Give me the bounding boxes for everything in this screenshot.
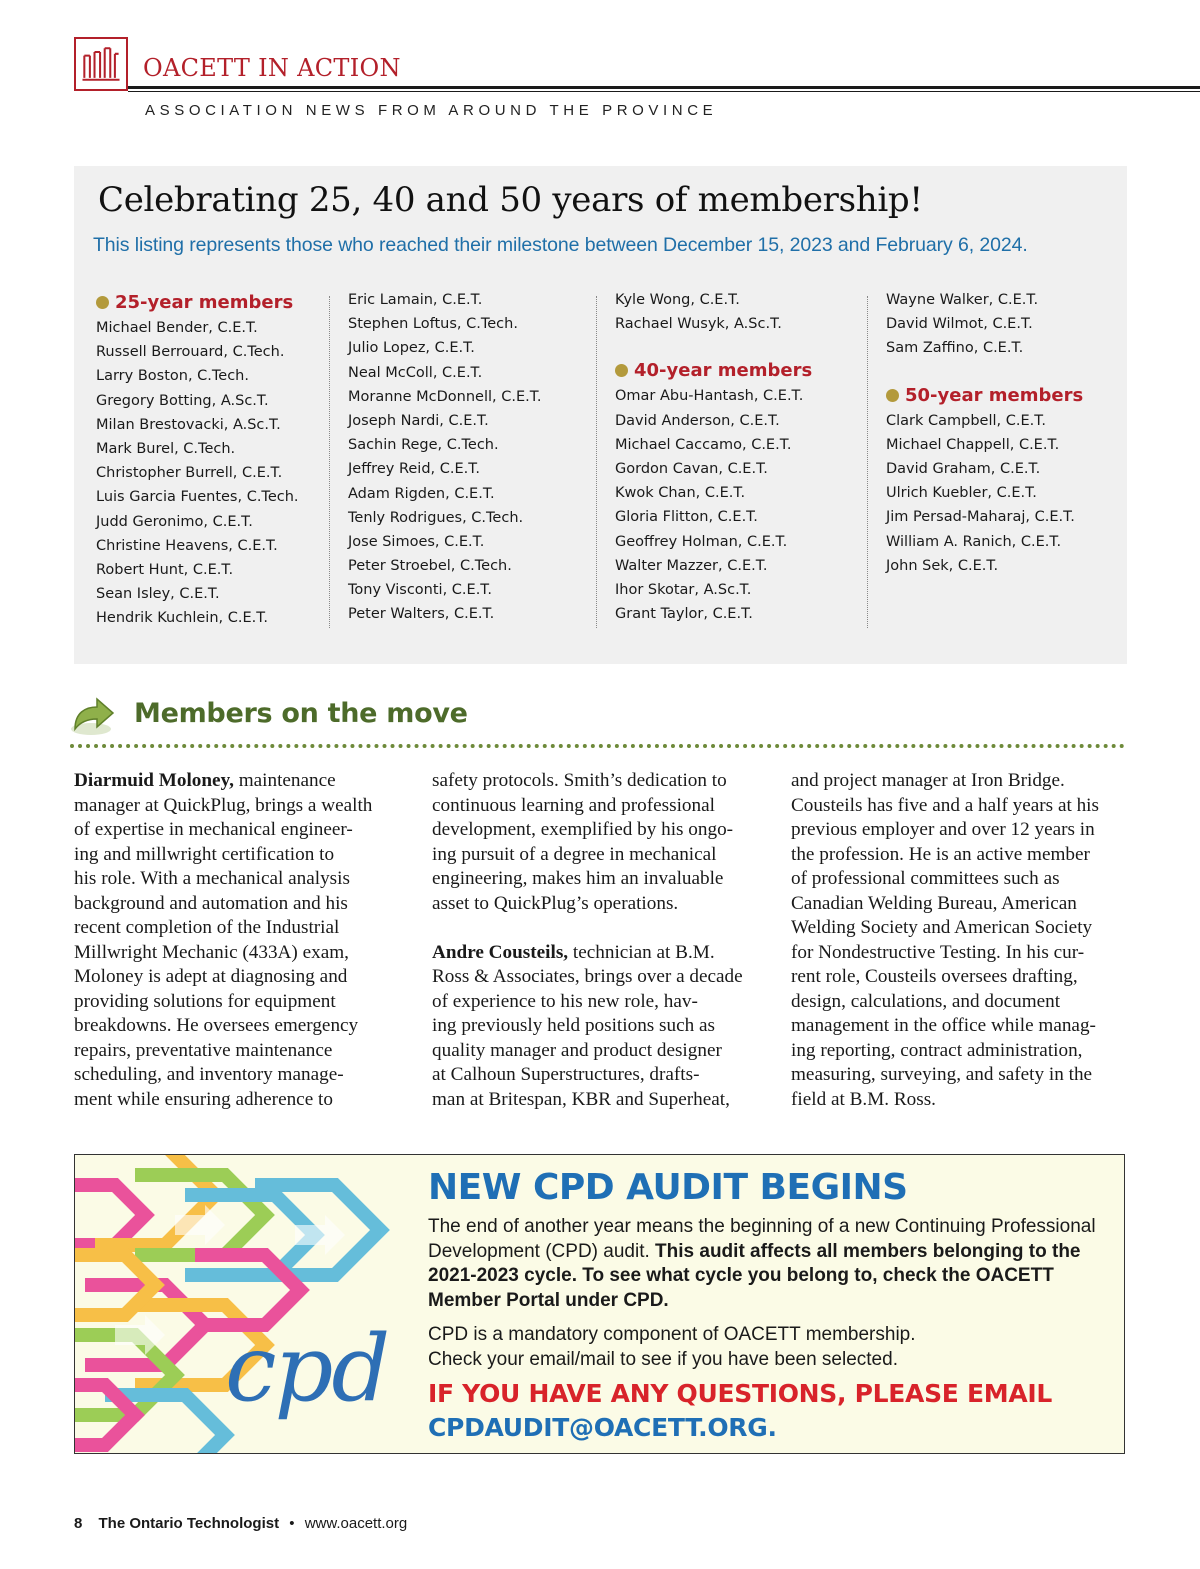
member-name: David Wilmot, C.E.T. bbox=[886, 316, 1033, 333]
cpd-paragraph-1 bbox=[428, 1215, 1108, 1313]
article-line: safety protocols. Smith’s dedication to bbox=[432, 770, 727, 791]
article-line: of experience to his new role, hav- bbox=[432, 990, 698, 1012]
member-name: David Anderson, C.E.T. bbox=[615, 412, 780, 429]
member-name: Milan Brestovacki, A.Sc.T. bbox=[96, 416, 281, 433]
member-name: Stephen Loftus, C.Tech. bbox=[348, 316, 518, 333]
article-line: at Calhoun Superstructures, drafts- bbox=[432, 1064, 700, 1085]
page-footer bbox=[74, 1515, 407, 1532]
member-name: Michael Chappell, C.E.T. bbox=[886, 436, 1060, 453]
member-name: Sam Zaffino, C.E.T. bbox=[886, 340, 1024, 357]
article-line: previous employer and over 12 years in bbox=[791, 819, 1095, 840]
article-line: man at Britespan, KBR and Superheat, bbox=[432, 1088, 730, 1110]
member-name: Sean Isley, C.E.T. bbox=[96, 586, 220, 603]
article-line: quality manager and product designer bbox=[432, 1039, 722, 1061]
article-line: development, exemplified by his ongo- bbox=[432, 819, 734, 840]
cpd-questions-text: IF YOU HAVE ANY QUESTIONS, PLEASE EMAIL bbox=[428, 1379, 1053, 1408]
article-line: repairs, preventative maintenance bbox=[74, 1039, 333, 1061]
article-line: of expertise in mechanical engineer- bbox=[74, 819, 353, 840]
member-name: Tony Visconti, C.E.T. bbox=[348, 582, 493, 599]
heading-50-year bbox=[886, 383, 1083, 409]
member-name: Robert Hunt, C.E.T. bbox=[96, 561, 234, 578]
heading-40-label: 40-year members bbox=[634, 360, 813, 382]
column-divider bbox=[596, 296, 597, 628]
article-line: recent completion of the Industrial bbox=[74, 917, 340, 938]
article-line: ing reporting, contract administration, bbox=[791, 1039, 1083, 1061]
bullet-dot-icon bbox=[615, 364, 628, 377]
article-line: manager at QuickPlug, brings a wealth bbox=[74, 794, 373, 816]
cpd-art-word: cpd bbox=[225, 1315, 389, 1422]
members-column-2 bbox=[348, 288, 541, 627]
article-line: providing solutions for equipment bbox=[74, 990, 336, 1012]
member-name: Luis Garcia Fuentes, C.Tech. bbox=[96, 489, 299, 506]
heading-25-year bbox=[96, 290, 299, 316]
article-column-2 bbox=[432, 769, 768, 1112]
member-name: Hendrik Kuchlein, C.E.T. bbox=[96, 610, 268, 627]
article-line: Millwright Mechanic (433A) exam, bbox=[74, 941, 349, 963]
header-rule-thin bbox=[128, 91, 1200, 92]
member-name: Larry Boston, C.Tech. bbox=[96, 368, 249, 385]
heading-40-year bbox=[615, 358, 812, 384]
column-divider bbox=[867, 296, 868, 628]
magazine-name: The Ontario Technologist bbox=[98, 1515, 280, 1532]
member-name: Moranne McDonnell, C.E.T. bbox=[348, 388, 542, 405]
bullet-dot-icon bbox=[96, 296, 109, 309]
article-line: engineering, makes him an invaluable bbox=[432, 868, 724, 889]
members-column-1 bbox=[96, 290, 299, 630]
article-line: design, calculations, and document bbox=[791, 990, 1061, 1012]
member-name: Gloria Flitton, C.E.T. bbox=[615, 509, 758, 526]
member-name: Peter Stroebel, C.Tech. bbox=[348, 558, 512, 575]
member-name: Kyle Wong, C.E.T. bbox=[615, 292, 740, 308]
cpd-paragraph-2 bbox=[428, 1323, 1108, 1372]
article-line: for Nondestructive Testing. In his cur- bbox=[791, 941, 1085, 963]
article-line: Cousteils has five and a half years at his bbox=[791, 794, 1099, 816]
member-name: Geoffrey Holman, C.E.T. bbox=[615, 533, 788, 550]
article-line: breakdowns. He oversees emergency bbox=[74, 1015, 359, 1036]
header-rule bbox=[128, 86, 1200, 89]
page-number: 8 bbox=[74, 1515, 83, 1532]
member-name: Clark Campbell, C.E.T. bbox=[886, 412, 1046, 429]
cpd-title: NEW CPD AUDIT BEGINS bbox=[428, 1167, 908, 1208]
oacett-logo-icon bbox=[74, 37, 128, 91]
curved-arrow-icon bbox=[69, 691, 117, 739]
article-line: ing and millwright certification to bbox=[74, 843, 335, 865]
members-column-4 bbox=[886, 288, 1083, 578]
member-name: Tenly Rodrigues, C.Tech. bbox=[348, 509, 524, 526]
milestones-title: Celebrating 25, 40 and 50 years of membership! bbox=[98, 180, 923, 220]
member-name: Jeffrey Reid, C.E.T. bbox=[348, 461, 480, 478]
article-line: asset to QuickPlug’s operations. bbox=[432, 892, 679, 914]
member-name: Jose Simoes, C.E.T. bbox=[348, 533, 485, 550]
member-name: Christopher Burrell, C.E.T. bbox=[96, 465, 283, 482]
article-line: scheduling, and inventory manage- bbox=[74, 1064, 344, 1085]
article-line: Canadian Welding Bureau, American bbox=[791, 892, 1077, 914]
article-line: continuous learning and professional bbox=[432, 794, 715, 816]
article-line: ing previously held positions such as bbox=[432, 1015, 715, 1036]
member-name: Jim Persad-Maharaj, C.E.T. bbox=[886, 509, 1075, 526]
member-name: Sachin Rege, C.Tech. bbox=[348, 437, 499, 454]
member-name: Christine Heavens, C.E.T. bbox=[96, 537, 278, 554]
article-line: his role. With a mechanical analysis bbox=[74, 868, 350, 889]
article-line: technician at B.M. bbox=[568, 941, 715, 963]
member-name: Rachael Wusyk, A.Sc.T. bbox=[615, 316, 782, 333]
cpd-paragraph-2-line-1: CPD is a mandatory component of OACETT membership. bbox=[428, 1324, 916, 1345]
article-column-3 bbox=[791, 769, 1131, 1112]
member-name: Walter Mazzer, C.E.T. bbox=[615, 557, 768, 574]
person-name: Diarmuid Moloney, bbox=[74, 770, 234, 791]
member-name: Ihor Skotar, A.Sc.T. bbox=[615, 581, 752, 598]
article-line: Moloney is adept at diagnosing and bbox=[74, 966, 348, 987]
article-line: the profession. He is an active member bbox=[791, 843, 1090, 865]
milestones-subtitle: This listing represents those who reached their milestone between December 15, 2023 and February 6, 2024. bbox=[93, 234, 1028, 256]
member-name: Grant Taylor, C.E.T. bbox=[615, 606, 753, 623]
article-first-line bbox=[432, 941, 768, 966]
article-line: measuring, surveying, and safety in the bbox=[791, 1064, 1093, 1085]
article-line: Welding Society and American Society bbox=[791, 917, 1093, 938]
members-column-3 bbox=[615, 288, 812, 626]
member-name: Gregory Botting, A.Sc.T. bbox=[96, 392, 269, 409]
cpd-paragraph-1-text: The end of another year means the beginning of a new Continuing Professional Development (CPD) audit. bbox=[428, 1216, 1096, 1262]
member-name: John Sek, C.E.T. bbox=[886, 557, 999, 574]
member-name: William A. Ranich, C.E.T. bbox=[886, 533, 1062, 550]
member-name: Wayne Walker, C.E.T. bbox=[886, 292, 1039, 308]
member-name: Judd Geronimo, C.E.T. bbox=[96, 513, 253, 530]
member-name: Omar Abu-Hantash, C.E.T. bbox=[615, 388, 804, 405]
cpd-paragraph-2-line-2: Check your email/mail to see if you have been selected. bbox=[428, 1348, 898, 1370]
cpd-email-link[interactable]: CPDAUDIT@OACETT.ORG. bbox=[428, 1413, 777, 1442]
member-name: Mark Burel, C.Tech. bbox=[96, 440, 236, 457]
member-name: Neal McColl, C.E.T. bbox=[348, 364, 483, 381]
heading-25-label: 25-year members bbox=[115, 292, 294, 313]
article-line: management in the office while manag- bbox=[791, 1015, 1096, 1036]
heading-50-label: 50-year members bbox=[905, 384, 1084, 406]
members-on-the-move-title: Members on the move bbox=[134, 698, 468, 729]
article-column-1 bbox=[74, 769, 410, 1112]
cpd-audit-panel bbox=[74, 1154, 1125, 1454]
column-divider bbox=[329, 296, 330, 628]
member-name: Eric Lamain, C.E.T. bbox=[348, 292, 483, 308]
member-name: Russell Berrouard, C.Tech. bbox=[96, 344, 285, 361]
milestones-panel bbox=[74, 166, 1127, 664]
article-line: field at B.M. Ross. bbox=[791, 1088, 936, 1110]
person-name: Andre Cousteils, bbox=[432, 941, 569, 963]
member-name: Julio Lopez, C.E.T. bbox=[348, 340, 475, 357]
article-line: and project manager at Iron Bridge. bbox=[791, 770, 1065, 791]
article-line: rent role, Cousteils oversees drafting, bbox=[791, 966, 1078, 987]
member-name: Adam Rigden, C.E.T. bbox=[348, 485, 495, 502]
article-line: of professional committees such as bbox=[791, 868, 1060, 889]
bullet-dot-icon bbox=[886, 389, 899, 402]
member-name: David Graham, C.E.T. bbox=[886, 460, 1041, 477]
member-name: Kwok Chan, C.E.T. bbox=[615, 485, 746, 502]
footer-bullet: • bbox=[289, 1515, 295, 1532]
dotted-divider bbox=[70, 744, 1125, 748]
footer-url[interactable]: www.oacett.org bbox=[304, 1515, 408, 1532]
member-name: Michael Bender, C.E.T. bbox=[96, 320, 258, 336]
member-name: Gordon Cavan, C.E.T. bbox=[615, 460, 768, 477]
member-name: Ulrich Kuebler, C.E.T. bbox=[886, 485, 1037, 502]
article-line: ing pursuit of a degree in mechanical bbox=[432, 843, 717, 865]
article-line: maintenance bbox=[233, 770, 336, 791]
member-name: Michael Caccamo, C.E.T. bbox=[615, 436, 792, 453]
member-name: Peter Walters, C.E.T. bbox=[348, 606, 495, 623]
section-title: OACETT IN ACTION bbox=[143, 54, 401, 82]
article-line: ment while ensuring adherence to bbox=[74, 1088, 333, 1110]
member-name: Joseph Nardi, C.E.T. bbox=[348, 412, 489, 429]
article-first-line bbox=[74, 769, 410, 794]
article-line: background and automation and his bbox=[74, 892, 348, 914]
section-subtitle: ASSOCIATION NEWS FROM AROUND THE PROVINCE bbox=[145, 102, 718, 119]
cpd-paragraph-1-bold: This audit affects all members belonging to the 2021-2023 cycle. To see what cycle you belong to, check the OACETT Member Portal under CPD. bbox=[428, 1240, 1081, 1311]
article-line: Ross & Associates, brings over a decade bbox=[432, 966, 743, 987]
